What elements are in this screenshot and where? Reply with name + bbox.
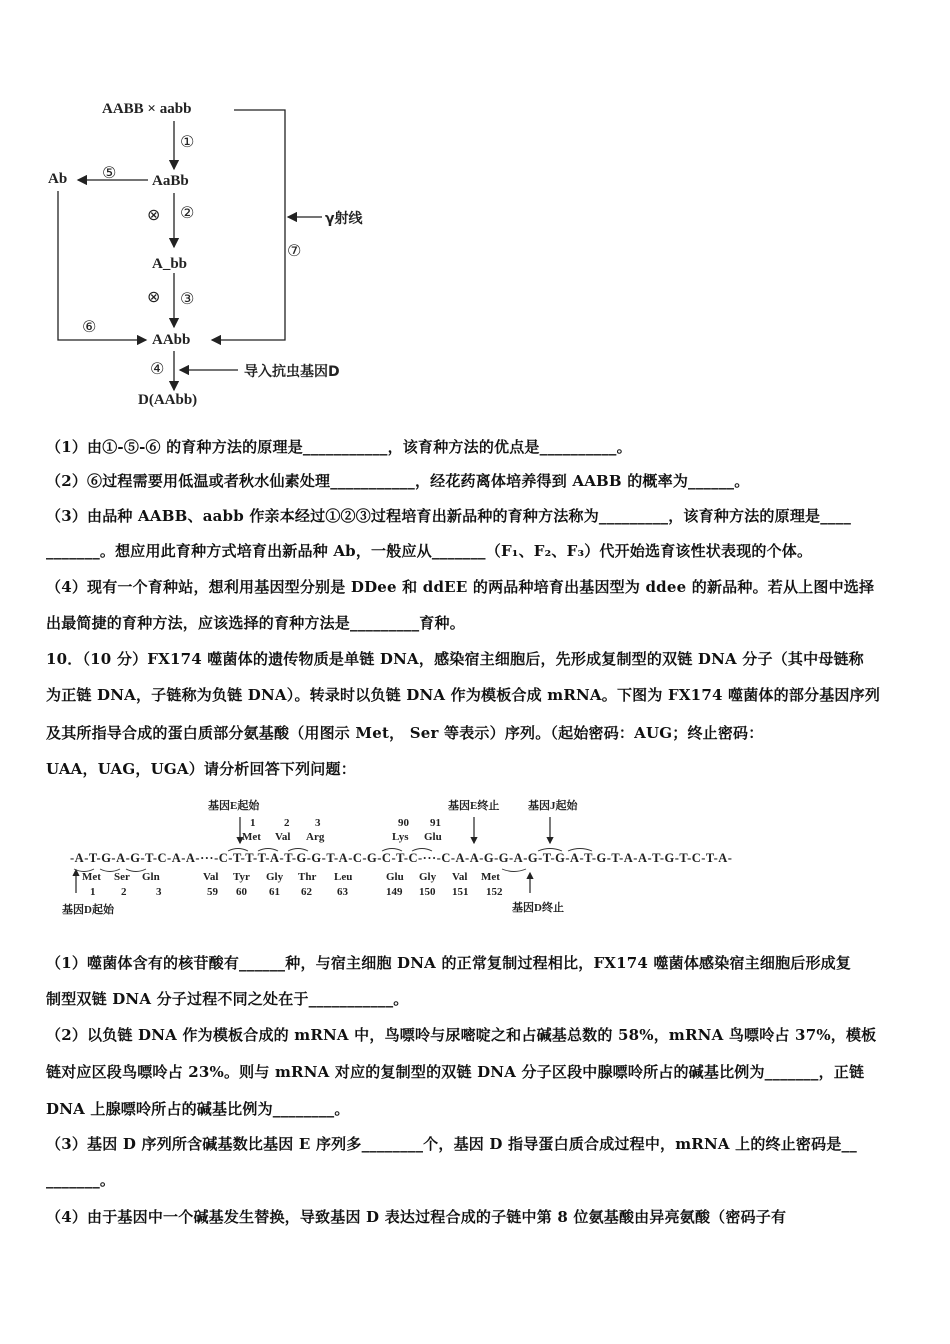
top-num-3: 3 [315, 817, 321, 829]
step-7: ⑦ [287, 241, 302, 260]
a-bb-label: A_bb [152, 256, 188, 272]
bottom-num-62: 62 [301, 886, 312, 898]
bottom-aa-tyr: Tyr [233, 871, 250, 883]
step-6: ⑥ [82, 317, 97, 336]
top-num-2: 2 [284, 817, 290, 829]
top-aa-met: Met [242, 831, 261, 843]
bottom-num-152: 152 [486, 886, 503, 898]
bottom-aa-met-2: Met [481, 871, 500, 883]
q9-line-3: （3）由品种 AABB、aabb 作亲本经过①②③过程培育出新品种的育种方法称为_________，该育种方法的原理是____ [46, 507, 852, 525]
q9-line-2: （2）⑥过程需要用低温或者秋水仙素处理___________，经花药离体培养得到 AABB 的概率为______。 [46, 472, 750, 490]
q9-line-5: （4）现有一个育种站，想利用基因型分别是 DDee 和 ddEE 的两品种培育出基因型为 ddee 的新品种。若从上图中选择 [46, 578, 875, 596]
breeding-diagram [40, 95, 440, 415]
gene-e-end-label: 基因E终止 [448, 800, 500, 812]
diagram-lines [40, 95, 440, 415]
top-aa-glu: Glu [424, 831, 442, 843]
top-aa-lys: Lys [392, 831, 409, 843]
bottom-aa-glu: Glu [386, 871, 404, 883]
q10q-line-1: （1）噬菌体含有的核苷酸有______种，与宿主细胞 DNA 的正常复制过程相比，FX174 噬菌体感染宿主细胞后形成复 [46, 954, 852, 972]
gene-e-start-label: 基因E起始 [208, 800, 260, 812]
bottom-aa-gly: Gly [266, 871, 284, 883]
gene-j-start-label: 基因J起始 [528, 800, 578, 812]
q10-line-4: UAA，UAG，UGA）请分析回答下列问题： [46, 760, 356, 778]
self-cross-1: ⊗ [147, 205, 161, 224]
gene-d-start-label: 基因D起始 [62, 904, 114, 916]
bottom-num-3: 3 [156, 886, 162, 898]
gene-d-label: 导入抗虫基因D [244, 364, 340, 380]
q10q-line-8: （4）由于基因中一个碱基发生替换，导致基因 D 表达过程合成的子链中第 8 位氨基酸由异亮氨酸（密码子有 [46, 1208, 787, 1226]
q9-line-1: （1）由①-⑤-⑥ 的育种方法的原理是___________，该育种方法的优点是__________。 [46, 438, 632, 456]
step-3: ③ [180, 289, 195, 308]
gamma-ray-label: γ射线 [325, 211, 363, 227]
bottom-aa-thr: Thr [298, 871, 317, 883]
cross-label: AABB × aabb [102, 101, 192, 117]
bottom-aa-val-2: Val [452, 871, 468, 883]
bottom-num-1: 1 [90, 886, 96, 898]
d-result-label: D(AAbb) [138, 392, 198, 408]
bottom-aa-leu: Leu [334, 871, 353, 883]
step-2: ② [180, 203, 195, 222]
self-cross-2: ⊗ [147, 287, 161, 306]
step-1: ① [180, 132, 195, 151]
q10q-line-6: （3）基因 D 序列所含碱基数比基因 E 序列多________个，基因 D 指导蛋白质合成过程中，mRNA 上的终止密码是__ [46, 1135, 857, 1153]
bottom-num-2: 2 [121, 886, 127, 898]
step-4: ④ [150, 359, 165, 378]
top-num-1: 1 [250, 817, 256, 829]
ab-label: Ab [48, 171, 68, 187]
q10q-line-5: DNA 上腺嘌呤所占的碱基比例为________。 [46, 1100, 350, 1118]
bottom-num-63: 63 [337, 886, 348, 898]
gene-d-end-label: 基因D终止 [512, 902, 564, 914]
top-aa-val: Val [275, 831, 291, 843]
bottom-num-151: 151 [452, 886, 469, 898]
dna-sequence: -A-T-G-A-G-T-C-A-A-···-C-T-T-T-A-T-G-G-T-A-C-G-C-T-C-···-C-A-A-G-G-A-G-T-G-A-T-G-T-A-A-T-G-T-C-T-A- [70, 851, 733, 865]
gene-sequence-figure [60, 795, 733, 920]
bottom-num-149: 149 [386, 886, 403, 898]
top-num-90: 90 [398, 817, 409, 829]
bottom-num-61: 61 [269, 886, 280, 898]
aabb-f1-label: AaBb [152, 173, 189, 189]
q10q-line-2: 制型双链 DNA 分子过程不同之处在于___________。 [46, 990, 409, 1008]
q10-line-1: 10．（10 分）FX174 噬菌体的遗传物质是单链 DNA，感染宿主细胞后，先形成复制型的双链 DNA 分子（其中母链称 [46, 650, 864, 668]
aabb-final-label: AAbb [152, 332, 191, 348]
bottom-aa-val: Val [203, 871, 219, 883]
q9-line-6: 出最简捷的育种方法，应该选择的育种方法是_________育种。 [46, 614, 465, 632]
top-num-91: 91 [430, 817, 441, 829]
bottom-aa-gly-2: Gly [419, 871, 437, 883]
q10q-line-7: _______。 [46, 1171, 116, 1189]
bottom-num-59: 59 [207, 886, 218, 898]
q10q-line-4: 链对应区段鸟嘌呤占 23%。则与 mRNA 对应的复制型的双链 DNA 分子区段中腺嘌呤所占的碱基比例为_______，正链 [46, 1063, 865, 1081]
step-5: ⑤ [102, 163, 117, 182]
bottom-num-60: 60 [236, 886, 247, 898]
q10q-line-3: （2）以负链 DNA 作为模板合成的 mRNA 中，鸟嘌呤与尿嘧啶之和占碱基总数的 58%，mRNA 鸟嘌呤占 37%，模板 [46, 1026, 877, 1044]
q9-line-4: _______。想应用此育种方式培育出新品种 Ab，一般应从_______（F₁、F₂、F₃）代开始选育该性状表现的个体。 [46, 542, 813, 560]
bottom-aa-ser: Ser [114, 871, 130, 883]
bottom-aa-met: Met [82, 871, 101, 883]
q10-line-3: 及其所指导合成的蛋白质部分氨基酸（用图示 Met， Ser 等表示）序列。（起始密码：AUG；终止密码： [46, 724, 764, 742]
bottom-aa-gln: Gln [142, 871, 160, 883]
bottom-num-150: 150 [419, 886, 436, 898]
q10-line-2: 为正链 DNA，子链称为负链 DNA）。转录时以负链 DNA 作为模板合成 mRNA。下图为 FX174 噬菌体的部分基因序列 [46, 686, 881, 704]
top-aa-arg: Arg [306, 831, 325, 843]
